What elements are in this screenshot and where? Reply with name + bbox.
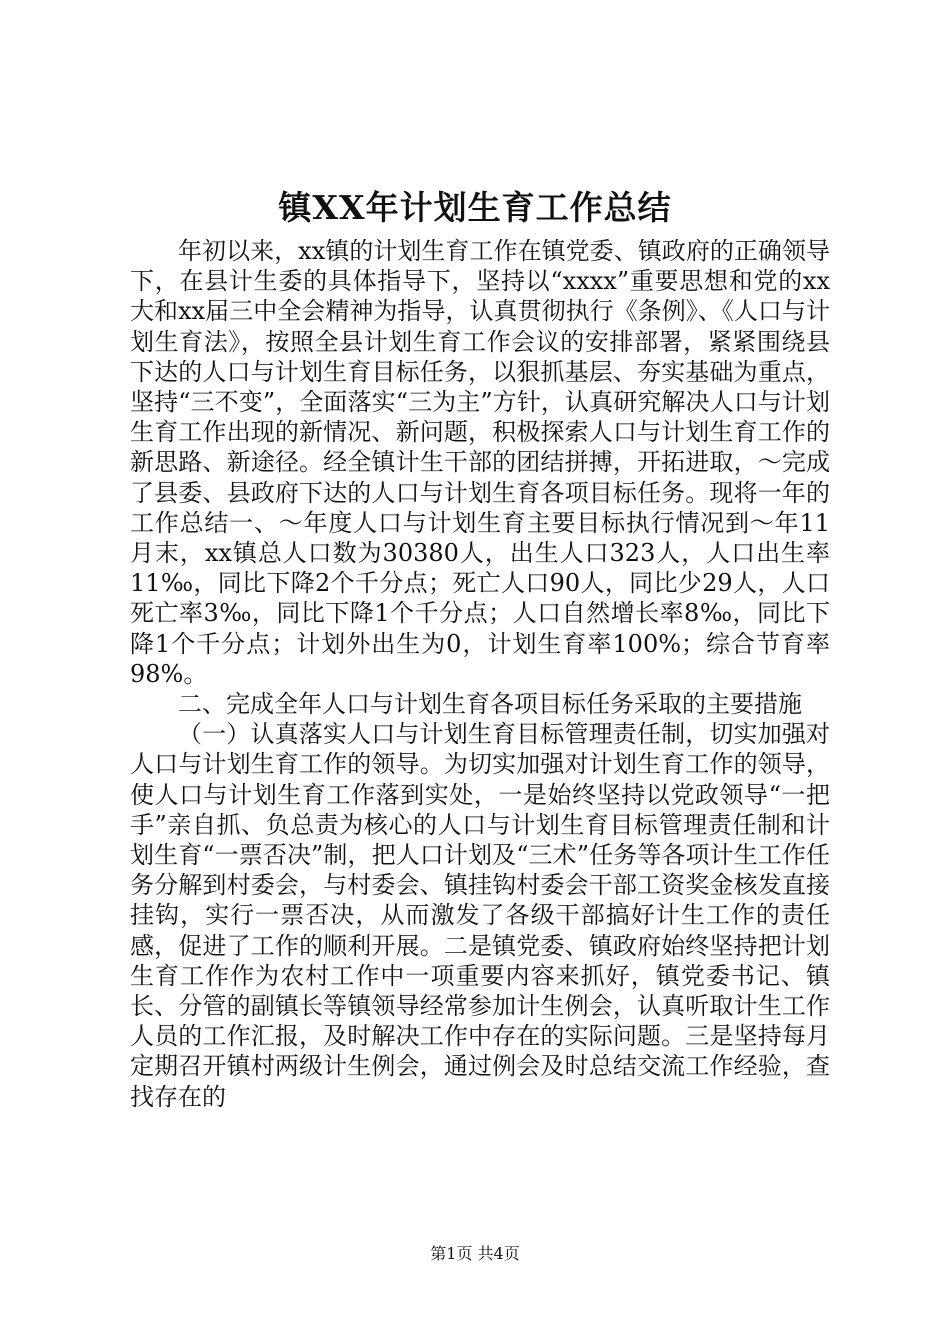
document-body <box>130 236 830 1112</box>
paragraph-measure-one: （一）认真落实人口与计划生育目标管理责任制，切实加强对人口与计划生育工作的领导。为切实加强对计划生育工作的领导，使人口与计划生育工作落到实处，一是始终坚持以党政领导“一把手”亲自抓、负总责为核心的人口与计划生育目标管理责任制和计划生育“一票否决”制，把人口计划及“三术”任务等各项计生工作任务分解到村委会，与村委会、镇挂钩村委会干部工资奖金核发直接挂钩，实行一票否决，从而激发了各级干部搞好计生工作的责任感，促进了工作的顺利开展。二是镇党委、镇政府始终坚持把计划生育工作作为农村工作中一项重要内容来抓好，镇党委书记、镇长、分管的副镇长等镇领导经常参加计生例会，认真听取计生工作人员的工作汇报，及时解决工作中存在的实际问题。三是坚持每月定期召开镇村两级计生例会，通过例会及时总结交流工作经验，查找存在的 <box>130 720 830 1111</box>
document-title: 镇XX年计划生育工作总结 <box>278 188 672 227</box>
paragraph-section-heading: 二、完成全年人口与计划生育各项目标任务采取的主要措施 <box>178 690 802 719</box>
paragraph-intro: 年初以来，xx镇的计划生育工作在镇党委、镇政府的正确领导下，在县计生委的具体指导下，坚持以“xxxx”重要思想和党的xx大和xx届三中全会精神为指导，认真贯彻执行《条例》、《人口与计划生育法》，按照全县计划生育工作会议的安排部署，紧紧围绕县下达的人口与计划生育目标任务，以狠抓基层、夯实基础为重点，坚持“三不变”，全面落实“三为主”方针，认真研究解决人口与计划生育工作出现的新情况、新问题，积极探索人口与计划生育工作的新思路、新途径。经全镇计生干部的团结拼搏，开拓进取，～完成了县委、县政府下达的人口与计划生育各项目标任务。现将一年的工作总结一、～年度人口与计划生育主要目标执行情况到～年11月末，xx镇总人口数为30380人，出生人口323人，人口出生率11‰，同比下降2个千分点；死亡人口90人，同比少29人，人口死亡率3‰，同比下降1个千分点；人口自然增长率8‰，同比下降1个千分点；计划外出生为0，计划生育率100%；综合节育率98%。 <box>130 237 830 688</box>
page-footer: 第1页 共4页 <box>430 1244 520 1263</box>
